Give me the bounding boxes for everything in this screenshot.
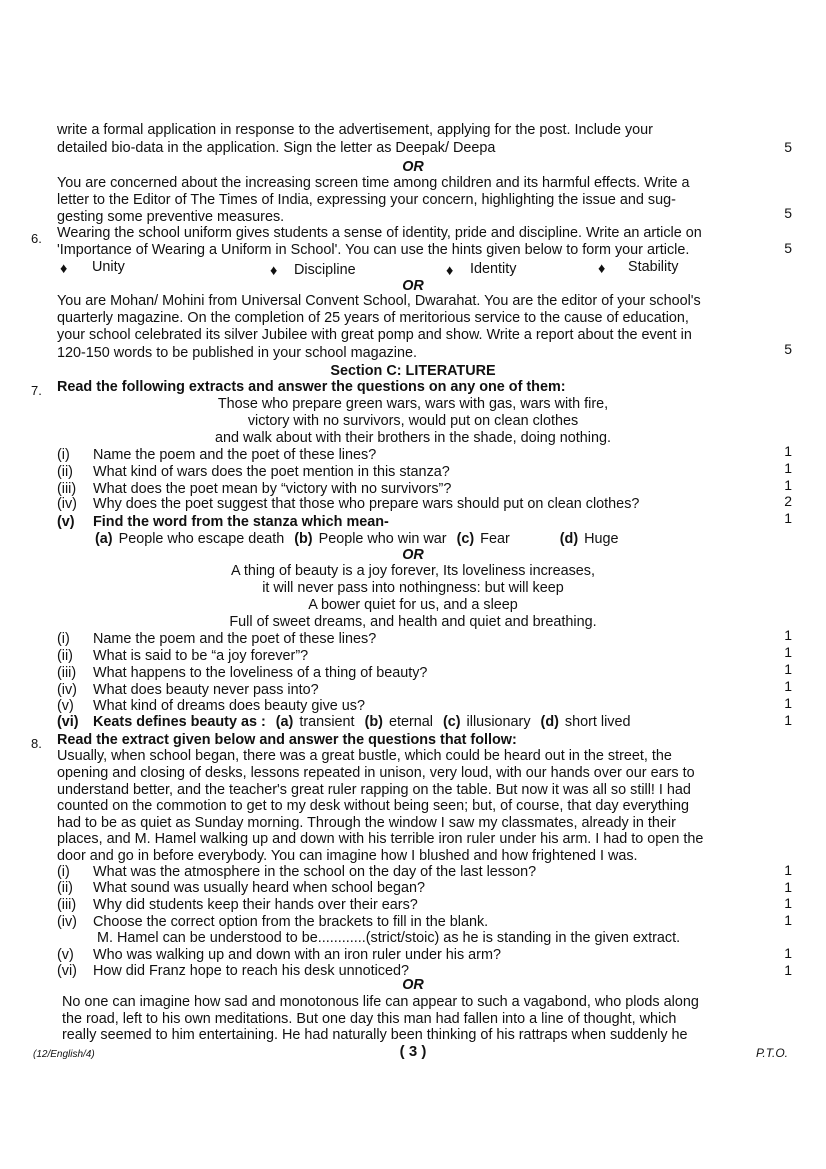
- hint-discipline: Discipline: [294, 262, 356, 278]
- question-mark: 1: [784, 912, 792, 928]
- q8-para-line: door and go in before everybody. You can imagine how I blushed and how frightened I was.: [57, 848, 638, 864]
- q8-para-line: Usually, when school began, there was a great bustle, which could be heard out in the street, the: [57, 748, 672, 764]
- q5-alt-line1: You are concerned about the increasing screen time among children and its harmful effects. Write a: [57, 175, 690, 191]
- bullet-icon: ♦: [270, 263, 278, 279]
- q8-para-line: opening and closing of desks, lessons repeated in unison, very loud, with our hands over our ears to: [57, 765, 695, 781]
- q6-alt-line2: quarterly magazine. On the completion of 25 years of meritorious service to the cause of education,: [57, 310, 689, 326]
- q8-para-line: counted on the commotion to get to my desk without being seen; but, of course, that day everything: [57, 798, 689, 814]
- q8-number: 8.: [31, 736, 42, 751]
- question-item: (ii) What is said to be “a joy forever”?: [57, 648, 309, 664]
- question-item: (v) Who was walking up and down with an iron ruler under his arm?: [57, 947, 501, 963]
- poem2-line: Full of sweet dreams, and health and quiet and breathing.: [229, 614, 597, 630]
- paper-code: (12/English/4): [33, 1049, 95, 1060]
- hint-unity: Unity: [92, 259, 125, 275]
- q6-number: 6.: [31, 231, 42, 246]
- q5-line2: detailed bio-data in the application. Sign the letter as Deepak/ Deepa: [57, 140, 496, 156]
- question-mark: 2: [784, 493, 792, 509]
- question-item: (i) Name the poem and the poet of these lines?: [57, 631, 377, 647]
- question-item: (ii) What sound was usually heard when school began?: [57, 880, 425, 896]
- bullet-icon: ♦: [60, 261, 68, 277]
- poem2-line: A bower quiet for us, and a sleep: [308, 597, 518, 613]
- question-item: (iii) What does the poet mean by “victory with no survivors”?: [57, 481, 452, 497]
- q8-para-line: places, and M. Hamel walking up and down with his terrible iron ruler under his arm. I had to open the: [57, 831, 704, 847]
- poem1-line: Those who prepare green wars, wars with gas, wars with fire,: [217, 396, 609, 412]
- poem1-line: victory with no survivors, would put on clean clothes: [247, 413, 579, 429]
- question-item: (v) Find the word from the stanza which mean-: [57, 514, 389, 530]
- q8-alt-line: really seemed to him entertaining. He had naturally been thinking of his rattraps when suddenly he: [62, 1027, 688, 1043]
- question-mark: 1: [784, 945, 792, 961]
- question-mark: 1: [784, 443, 792, 459]
- or-divider: OR: [402, 159, 424, 175]
- section-heading: Section C: LITERATURE: [330, 363, 496, 379]
- q6-alt-mark: 5: [784, 341, 792, 357]
- poem2-line: it will never pass into nothingness: but will keep: [262, 580, 564, 596]
- q8-heading: Read the extract given below and answer the questions that follow:: [57, 732, 517, 748]
- q6-line1: Wearing the school uniform gives students a sense of identity, pride and discipline. Write an article on: [57, 225, 702, 241]
- poem1-line: and walk about with their brothers in the shade, doing nothing.: [214, 430, 611, 446]
- q6-alt-line3: your school celebrated its silver Jubilee with great pomp and show. Write a report about the event in: [57, 327, 692, 343]
- q8-para-line: understand better, and the teacher's great ruler rapping on the table. But now it was all so still! I had: [57, 782, 691, 798]
- keats-question: (vi) Keats defines beauty as : (a) transient (b) eternal (c) illusionary (d) short lived: [57, 714, 631, 730]
- q6-line2: 'Importance of Wearing a Uniform in School'. You can use the hints given below to form your article.: [57, 242, 690, 258]
- question-item: (iv) Why does the poet suggest that those who prepare wars should put on clean clothes?: [57, 496, 640, 512]
- q8-alt-line: the road, left to his own meditations. But one day this man had fallen into a line of thought, which: [62, 1011, 677, 1027]
- question-mark: 1: [784, 962, 792, 978]
- question-mark: 1: [784, 678, 792, 694]
- question-item: (iii) Why did students keep their hands over their ears?: [57, 897, 418, 913]
- question-mark: 1: [784, 695, 792, 711]
- question-mark: 1: [784, 460, 792, 476]
- poem2-line: A thing of beauty is a joy forever, Its loveliness increases,: [231, 563, 595, 579]
- question-mark: 1: [784, 661, 792, 677]
- question-mark: 1: [784, 712, 792, 728]
- bullet-icon: ♦: [446, 263, 454, 279]
- question-item: (iv) Choose the correct option from the brackets to fill in the blank.: [57, 914, 489, 930]
- or-divider: OR: [402, 278, 424, 294]
- question-mark: 1: [784, 895, 792, 911]
- question-mark: 1: [784, 627, 792, 643]
- q6-alt-line1: You are Mohan/ Mohini from Universal Convent School, Dwarahat. You are the editor of your school's: [57, 293, 701, 309]
- or-divider: OR: [402, 977, 424, 993]
- q5-mark: 5: [784, 139, 792, 155]
- q6-mark: 5: [784, 240, 792, 256]
- q5-alt-mark: 5: [784, 205, 792, 221]
- question-item: (vi) How did Franz hope to reach his desk unnoticed?: [57, 963, 409, 979]
- hint-identity: Identity: [470, 261, 517, 277]
- fill-blank-line: M. Hamel can be understood to be............(strict/stoic) as he is standing in the given extract.: [97, 930, 681, 946]
- question-mark: 1: [784, 644, 792, 660]
- question-mark: 1: [784, 862, 792, 878]
- question-mark: 1: [784, 510, 792, 526]
- q5-line1: write a formal application in response to the advertisement, applying for the post. Include your: [57, 122, 653, 138]
- question-item: (iv) What does beauty never pass into?: [57, 682, 319, 698]
- question-item: (ii) What kind of wars does the poet mention in this stanza?: [57, 464, 450, 480]
- hint-stability: Stability: [628, 259, 679, 275]
- q8-para-line: had to be as quiet as Sunday morning. Through the window I saw my classmates, already in their: [57, 815, 676, 831]
- q7-heading: Read the following extracts and answer the questions on any one of them:: [57, 379, 566, 395]
- question-item: (i) Name the poem and the poet of these lines?: [57, 447, 377, 463]
- pto-label: P.T.O.: [755, 1046, 788, 1060]
- question-mark: 1: [784, 477, 792, 493]
- q5-alt-line3: gesting some preventive measures.: [57, 209, 285, 225]
- bullet-icon: ♦: [598, 261, 606, 277]
- q5-alt-line2: letter to the Editor of The Times of India, expressing your concern, highlighting the issue and sug-: [57, 192, 676, 208]
- q7-number: 7.: [31, 383, 42, 398]
- or-divider: OR: [402, 547, 424, 563]
- page-number: ( 3 ): [399, 1043, 427, 1060]
- question-item: (v) What kind of dreams does beauty give us?: [57, 698, 365, 714]
- q8-alt-line: No one can imagine how sad and monotonous life can appear to such a vagabond, who plods along: [62, 994, 699, 1010]
- question-item: (iii) What happens to the loveliness of a thing of beauty?: [57, 665, 428, 681]
- question-item: (i) What was the atmosphere in the school on the day of the last lesson?: [57, 864, 537, 880]
- q6-alt-line4: 120-150 words to be published in your school magazine.: [57, 345, 417, 361]
- word-options: (a) People who escape death (b) People who win war (c) Fear (d) Huge: [95, 531, 619, 547]
- question-mark: 1: [784, 879, 792, 895]
